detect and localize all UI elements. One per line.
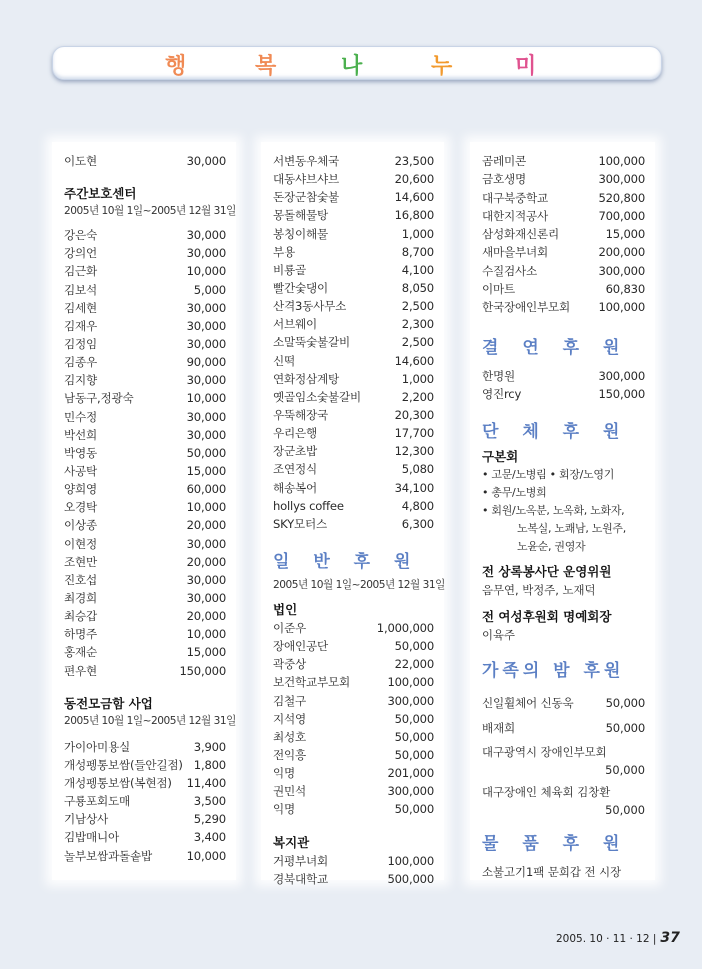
donor-name: 해송복어 <box>273 480 317 495</box>
donor-amount: 500,000 <box>387 871 434 886</box>
donor-name: 신떡 <box>273 353 295 368</box>
donor-amount: 30,000 <box>186 536 226 551</box>
donor-amount: 50,000 <box>394 747 434 762</box>
donor-amount: 8,700 <box>401 244 434 259</box>
list-item <box>482 262 645 280</box>
member-line: • 회원/노옥분, 노옥화, 노화자, <box>482 504 625 518</box>
list-item <box>273 870 434 888</box>
list-item <box>64 516 226 534</box>
donor-name: 곽중상 <box>273 657 306 672</box>
donor-name: 김종우 <box>64 355 97 370</box>
donor-name: 금호생명 <box>482 172 526 187</box>
list-item <box>273 243 434 261</box>
donor-name: 이도현 <box>64 154 97 168</box>
donor-list <box>482 152 645 317</box>
list-item <box>482 367 645 385</box>
list-item <box>64 226 226 244</box>
donor-amount: 2,500 <box>401 335 434 350</box>
list-item <box>273 315 434 333</box>
donor-name: 놀부보쌈과돌솥밥 <box>64 848 152 863</box>
list-item <box>64 262 226 280</box>
donor-name: 조연정식 <box>273 462 317 477</box>
section-title: 법인 <box>273 601 298 617</box>
column-1 <box>52 142 236 880</box>
donor-amount: 50,000 <box>186 445 226 460</box>
donor-name: 우뚝해장국 <box>273 407 328 422</box>
donor-name: 하명주 <box>64 627 97 642</box>
member-line: 이육주 <box>482 628 516 643</box>
list-item <box>273 188 434 206</box>
list-item <box>273 746 434 764</box>
list-item <box>273 852 434 870</box>
donor-amount: 1,000 <box>401 226 434 241</box>
list-item <box>482 207 645 225</box>
list-item <box>64 571 226 589</box>
column-2 <box>261 142 445 886</box>
list-item <box>64 335 226 353</box>
list-item <box>64 152 226 170</box>
donor-amount: 14,600 <box>394 190 434 205</box>
donor-name: 오경탁 <box>64 500 97 515</box>
donor-name: 대구광역시 장애인부모회 <box>482 744 607 759</box>
donor-name: 개성펭통보쌈(복현점) <box>64 775 172 790</box>
donor-name: 지석영 <box>273 711 306 726</box>
donor-amount: 20,300 <box>394 407 434 422</box>
donor-name: 수질검사소 <box>482 263 537 278</box>
donor-amount: 17,700 <box>394 426 434 441</box>
donor-name: 남동구,정광숙 <box>64 391 134 406</box>
list-item <box>482 225 645 243</box>
donor-amount: 300,000 <box>387 784 434 799</box>
list-item <box>273 692 434 710</box>
donor-name: 양희영 <box>64 482 97 497</box>
donor-name: 김재우 <box>64 318 97 333</box>
donor-amount: 15,000 <box>186 645 226 660</box>
issue-date: 2005. 10 · 11 · 12 | <box>556 933 657 945</box>
list-item <box>273 479 434 497</box>
donor-amount: 100,000 <box>387 675 434 690</box>
donor-name: 소말뚝숯불갈비 <box>273 335 350 350</box>
donor-name: 서변동우체국 <box>273 154 339 168</box>
donor-amount: 10,000 <box>186 848 226 863</box>
list-item <box>273 710 434 728</box>
donor-amount: 60,830 <box>605 282 645 297</box>
list-item <box>64 353 226 371</box>
donor-amount: 22,000 <box>394 657 434 672</box>
donor-name: 대한지적공사 <box>482 208 548 223</box>
member-line: 노윤순, 권영자 <box>517 540 586 554</box>
list-item <box>482 243 645 261</box>
donor-amount: 8,050 <box>401 280 434 295</box>
donor-amount: 300,000 <box>387 693 434 708</box>
donor-amount: 2,300 <box>401 317 434 332</box>
donor-amount: 12,300 <box>394 444 434 459</box>
list-item <box>64 535 226 553</box>
donor-name: 서브웨이 <box>273 317 317 332</box>
donor-list <box>273 619 434 819</box>
donor-name: 보건학교부모회 <box>273 675 350 690</box>
donor-amount: 2,500 <box>401 299 434 314</box>
donor-name: 진호섭 <box>64 572 97 587</box>
list-item <box>273 497 434 515</box>
donor-amount: 30,000 <box>186 228 226 243</box>
donor-amount: 50,000 <box>394 639 434 654</box>
list-item <box>273 352 434 370</box>
donor-name: 최성호 <box>273 729 306 744</box>
list-item <box>64 774 226 792</box>
donor-amount: 1,000,000 <box>376 620 434 635</box>
donor-amount: 50,000 <box>605 720 645 735</box>
donor-name: 박영동 <box>64 445 97 460</box>
donor-name: 장군초밥 <box>273 444 317 459</box>
donor-name: 대구북중학교 <box>482 190 548 205</box>
list-item <box>64 828 226 846</box>
donor-amount: 23,500 <box>394 154 434 168</box>
donor-amount: 3,900 <box>193 739 226 754</box>
list-item <box>273 655 434 673</box>
list-item <box>273 170 434 188</box>
donor-name: 이현정 <box>64 536 97 551</box>
list-item <box>64 847 226 865</box>
member-line: 음무연, 박정주, 노재덕 <box>482 583 596 598</box>
donor-amount: 11,400 <box>186 775 226 790</box>
list-item <box>64 389 226 407</box>
donor-name: 강의언 <box>64 246 97 261</box>
list-item <box>64 244 226 262</box>
donor-amount: 10,000 <box>186 500 226 515</box>
list-item <box>273 800 434 818</box>
list-item <box>273 388 434 406</box>
list-item <box>273 460 434 478</box>
list-item <box>64 607 226 625</box>
donor-list <box>64 226 226 680</box>
member-line: • 고문/노병림 • 회장/노영기 <box>482 468 615 482</box>
donor-name: 이준우 <box>273 620 306 635</box>
donor-name: 대동샤브샤브 <box>273 172 339 187</box>
donor-name: 개성펭통보쌈(들안길점) <box>64 757 183 772</box>
donor-amount: 30,000 <box>186 590 226 605</box>
donor-name: 옛골임소숯불갈비 <box>273 389 361 404</box>
donor-amount: 15,000 <box>605 227 645 242</box>
list-item <box>273 370 434 388</box>
page-number: 37 <box>660 930 680 946</box>
donor-amount: 60,000 <box>186 482 226 497</box>
donor-amount: 4,800 <box>401 498 434 513</box>
donor-name: 몽돌해물탕 <box>273 208 328 223</box>
list-item <box>64 662 226 680</box>
section-date: 2005년 10월 1일~2005년 12월 31일 <box>64 205 236 218</box>
donor-name: 돈장군참숯불 <box>273 190 339 205</box>
list-item <box>64 756 226 774</box>
list-item <box>64 281 226 299</box>
donor-name: 한국장애인부모회 <box>482 300 570 315</box>
list-item <box>482 385 645 403</box>
page-footer <box>556 930 680 946</box>
list-item <box>64 792 226 810</box>
title-banner <box>52 46 662 80</box>
donor-amount: 150,000 <box>179 663 226 678</box>
donor-name: 김보석 <box>64 282 97 297</box>
donor-name: 최승갑 <box>64 609 97 624</box>
donor-name: 연화정삼계탕 <box>273 371 339 386</box>
donor-amount: 15,000 <box>186 463 226 478</box>
donor-name: 새마을부녀회 <box>482 245 548 260</box>
section-heading: 가족의 밤 후원 <box>482 661 625 682</box>
list-item <box>273 424 434 442</box>
donor-name: 이마트 <box>482 282 515 297</box>
donor-name: 익명 <box>273 802 295 817</box>
list-item <box>482 152 645 170</box>
donor-name: 영진rcy <box>482 386 522 401</box>
list-item <box>273 206 434 224</box>
donor-name: 박선희 <box>64 427 97 442</box>
donor-amount: 30,000 <box>186 300 226 315</box>
donor-amount: 520,800 <box>598 190 645 205</box>
donor-name: 조현만 <box>64 554 97 569</box>
donor-list <box>64 152 226 170</box>
donor-amount: 300,000 <box>598 368 645 383</box>
donor-amount: 30,000 <box>186 572 226 587</box>
list-item <box>273 225 434 243</box>
donor-name: 삼성화재신론리 <box>482 227 559 242</box>
list-item <box>482 719 645 737</box>
list-item <box>64 371 226 389</box>
donor-amount: 20,000 <box>186 518 226 533</box>
list-item <box>273 764 434 782</box>
donor-name: 비룡골 <box>273 262 306 277</box>
donor-name: 한명원 <box>482 368 515 383</box>
donor-amount: 300,000 <box>598 172 645 187</box>
donor-amount: 5,080 <box>401 462 434 477</box>
list-item <box>273 152 434 170</box>
donor-amount: 20,000 <box>186 609 226 624</box>
donor-name: 배재희 <box>482 720 515 735</box>
donor-name: hollys coffee <box>273 498 344 513</box>
donor-name: 김지향 <box>64 373 97 388</box>
list-item <box>64 480 226 498</box>
donor-amount: 1,800 <box>193 757 226 772</box>
section-heading: 물 품 후 원 <box>482 833 629 854</box>
group-name: 구본회 <box>482 449 519 465</box>
donor-amount: 10,000 <box>186 627 226 642</box>
list-item <box>273 782 434 800</box>
donor-name: 강은숙 <box>64 228 97 243</box>
list-item <box>273 279 434 297</box>
list-item <box>273 261 434 279</box>
donor-amount: 20,600 <box>394 172 434 187</box>
donor-name: 전익흥 <box>273 747 306 762</box>
list-item <box>482 298 645 316</box>
list-item <box>273 673 434 691</box>
list-item <box>64 317 226 335</box>
list-item <box>482 694 645 712</box>
list-item <box>64 738 226 756</box>
donor-amount: 3,500 <box>193 794 226 809</box>
donor-amount: 1,000 <box>401 371 434 386</box>
donor-amount: 150,000 <box>598 386 645 401</box>
group-name: 전 여성후원회 명예회장 <box>482 609 612 625</box>
donor-amount: 30,000 <box>186 318 226 333</box>
section-heading: 결 연 후 원 <box>482 337 629 358</box>
donor-amount: 30,000 <box>186 154 226 168</box>
donor-name: 최경희 <box>64 590 97 605</box>
donor-name: SKY모터스 <box>273 516 328 531</box>
donor-amount: 100,000 <box>598 154 645 168</box>
donor-amount: 30,000 <box>186 409 226 424</box>
donor-name: 익명 <box>273 766 295 781</box>
donor-name: 봉칭이해물 <box>273 226 328 241</box>
donor-list <box>482 367 645 404</box>
banner-char-4: 누 <box>431 54 454 79</box>
donor-name: 경북대학교 <box>273 871 328 886</box>
donor-name: 우리은행 <box>273 426 317 441</box>
section-title: 주간보호센터 <box>64 186 137 202</box>
list-item <box>482 189 645 207</box>
donor-amount: 3,400 <box>193 830 226 845</box>
banner-char-3: 나 <box>341 54 364 79</box>
donor-amount: 30,000 <box>186 336 226 351</box>
donor-amount: 300,000 <box>598 263 645 278</box>
donor-name: 민수정 <box>64 409 97 424</box>
donor-name: 기남상사 <box>64 812 108 827</box>
donor-amount: 30,000 <box>186 427 226 442</box>
donor-amount: 201,000 <box>387 766 434 781</box>
list-item <box>273 728 434 746</box>
list-item <box>64 426 226 444</box>
donor-amount: 4,100 <box>401 262 434 277</box>
donor-name: 김근화 <box>64 264 97 279</box>
donor-list <box>64 738 226 865</box>
donor-amount: 30,000 <box>186 246 226 261</box>
list-item <box>64 498 226 516</box>
list-item <box>273 515 434 533</box>
group-name: 전 상록봉사단 운영위원 <box>482 564 612 580</box>
donor-amount: 14,600 <box>394 353 434 368</box>
donor-amount: 16,800 <box>394 208 434 223</box>
donor-name: 김정임 <box>64 336 97 351</box>
section-title: 복지관 <box>273 834 310 850</box>
section-date: 2005년 10월 1일~2005년 12월 31일 <box>64 714 236 727</box>
donor-amount: 90,000 <box>186 355 226 370</box>
section-title: 동전모금함 사업 <box>64 695 153 711</box>
donor-amount: 5,000 <box>193 282 226 297</box>
donor-amount: 6,300 <box>401 516 434 531</box>
column-3 <box>470 142 655 880</box>
donor-name: 김철구 <box>273 693 306 708</box>
member-line: • 총무/노병희 <box>482 486 547 500</box>
list-item <box>64 408 226 426</box>
donor-amount: 100,000 <box>598 300 645 315</box>
list-item <box>273 442 434 460</box>
donor-amount: 700,000 <box>598 208 645 223</box>
donor-amount: 200,000 <box>598 245 645 260</box>
list-item <box>64 444 226 462</box>
list-item <box>273 406 434 424</box>
donor-name: 구룡포회도매 <box>64 794 130 809</box>
section-date: 2005년 10월 1일~2005년 12월 31일 <box>273 578 445 591</box>
list-item <box>64 625 226 643</box>
list-item <box>64 643 226 661</box>
banner-char-2: 복 <box>255 54 278 79</box>
donor-name: 김세현 <box>64 300 97 315</box>
donor-name: 신일휠체어 신동욱 <box>482 696 574 711</box>
list-item <box>64 462 226 480</box>
donor-name: 김밥매니아 <box>64 830 119 845</box>
donor-name: 홍재순 <box>64 645 97 660</box>
donor-name: 산격3동사무소 <box>273 299 347 314</box>
list-item <box>482 170 645 188</box>
banner-char-5: 미 <box>515 54 538 79</box>
list-item <box>273 637 434 655</box>
donor-amount: 30,000 <box>186 373 226 388</box>
donor-amount: 10,000 <box>186 391 226 406</box>
list-item <box>482 280 645 298</box>
donor-amount: 50,000 <box>605 696 645 711</box>
donor-amount: 20,000 <box>186 554 226 569</box>
donor-amount: 5,290 <box>193 812 226 827</box>
list-item <box>273 297 434 315</box>
donor-amount: 10,000 <box>186 264 226 279</box>
goods-line: 소불고기1팩 문희갑 전 시장 <box>482 864 622 879</box>
list-item <box>273 333 434 351</box>
donor-amount: 100,000 <box>387 853 434 868</box>
donor-amount: 50,000 <box>394 729 434 744</box>
donor-name: 가이아미용실 <box>64 739 130 754</box>
list-item <box>273 619 434 637</box>
list-item <box>64 299 226 317</box>
donor-list <box>273 852 434 888</box>
donor-name: 사공탁 <box>64 463 97 478</box>
section-heading: 단 체 후 원 <box>482 422 629 443</box>
donor-name: 거평부녀회 <box>273 853 328 868</box>
donor-amount: 50,000 <box>605 802 645 817</box>
donor-list <box>273 152 434 533</box>
member-line: 노복실, 노쾌남, 노원주, <box>517 522 626 536</box>
donor-name: 편우현 <box>64 663 97 678</box>
donor-name: 이상종 <box>64 518 97 533</box>
banner-char-1: 행 <box>165 54 188 79</box>
section-heading: 일 반 후 원 <box>273 551 420 572</box>
list-item <box>64 589 226 607</box>
donor-amount: 34,100 <box>394 480 434 495</box>
donor-amount: 2,200 <box>401 389 434 404</box>
donor-amount: 50,000 <box>394 802 434 817</box>
donor-name: 곰레미콘 <box>482 154 526 168</box>
donor-name: 빨간숯댕이 <box>273 280 328 295</box>
donor-amount: 50,000 <box>605 762 645 777</box>
list-item <box>64 810 226 828</box>
donor-name: 권민석 <box>273 784 306 799</box>
donor-name: 부용 <box>273 244 295 259</box>
donor-name: 대구장애인 체육회 김창환 <box>482 784 611 799</box>
donor-amount: 50,000 <box>394 711 434 726</box>
donor-name: 장애인공단 <box>273 639 328 654</box>
list-item <box>64 553 226 571</box>
